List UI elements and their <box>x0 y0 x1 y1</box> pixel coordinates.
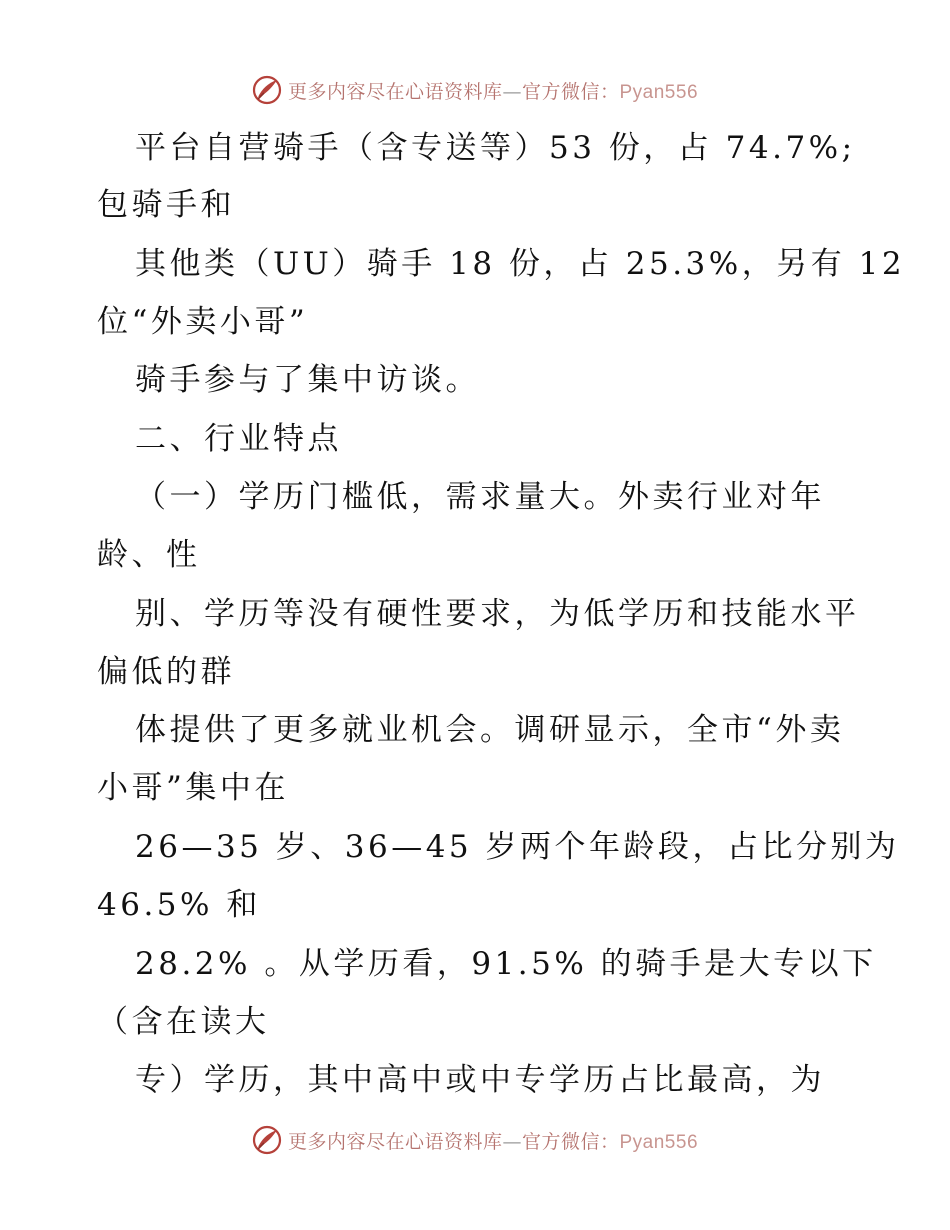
text-line: 平台自营骑手（含专送等）53 份，占 74.7%; <box>135 130 856 166</box>
text-line: 26—35 岁、36—45 岁两个年龄段，占比分别为 <box>135 829 900 865</box>
text-line: 龄、性 <box>97 537 201 573</box>
watermark-wechat-id: Pyan556 <box>619 81 699 103</box>
text-line: 别、学历等没有硬性要求，为低学历和技能水平 <box>135 596 860 632</box>
text-line: 位“外卖小哥” <box>97 304 309 340</box>
text-line: （含在读大 <box>97 1004 270 1040</box>
watermark-separator: — <box>502 1130 522 1153</box>
watermark-official-prefix: 官方微信： <box>521 80 620 103</box>
watermark-official-prefix: 官方微信： <box>521 1130 620 1153</box>
feather-pen-logo-icon <box>252 1125 282 1155</box>
text-line: 体提供了更多就业机会。调研显示，全市“外卖 <box>135 712 845 748</box>
watermark-wechat-id: Pyan556 <box>619 1131 699 1153</box>
text-line: 小哥”集中在 <box>97 770 289 806</box>
text-line: 其他类（UU）骑手 18 份，占 25.3%，另有 12 <box>135 246 906 282</box>
text-line: （一）学历门槛低，需求量大。外卖行业对年 <box>135 479 825 515</box>
text-line: 包骑手和 <box>97 187 235 223</box>
watermark-main-text: 更多内容尽在心语资料库 <box>287 1130 503 1153</box>
text-line: 28.2% 。从学历看，91.5% 的骑手是大专以下 <box>135 946 877 982</box>
text-line: 专）学历，其中高中或中专学历占比最高，为 <box>135 1062 825 1098</box>
text-line: 骑手参与了集中访谈。 <box>135 362 480 398</box>
text-line: 偏低的群 <box>97 654 235 690</box>
watermark-main-text: 更多内容尽在心语资料库 <box>287 80 503 103</box>
watermark-separator: — <box>502 80 522 103</box>
section-heading: 二、行业特点 <box>135 421 342 457</box>
watermark-text <box>288 1127 698 1154</box>
text-line: 46.5% 和 <box>97 887 261 923</box>
footer-watermark-banner <box>0 1120 950 1160</box>
